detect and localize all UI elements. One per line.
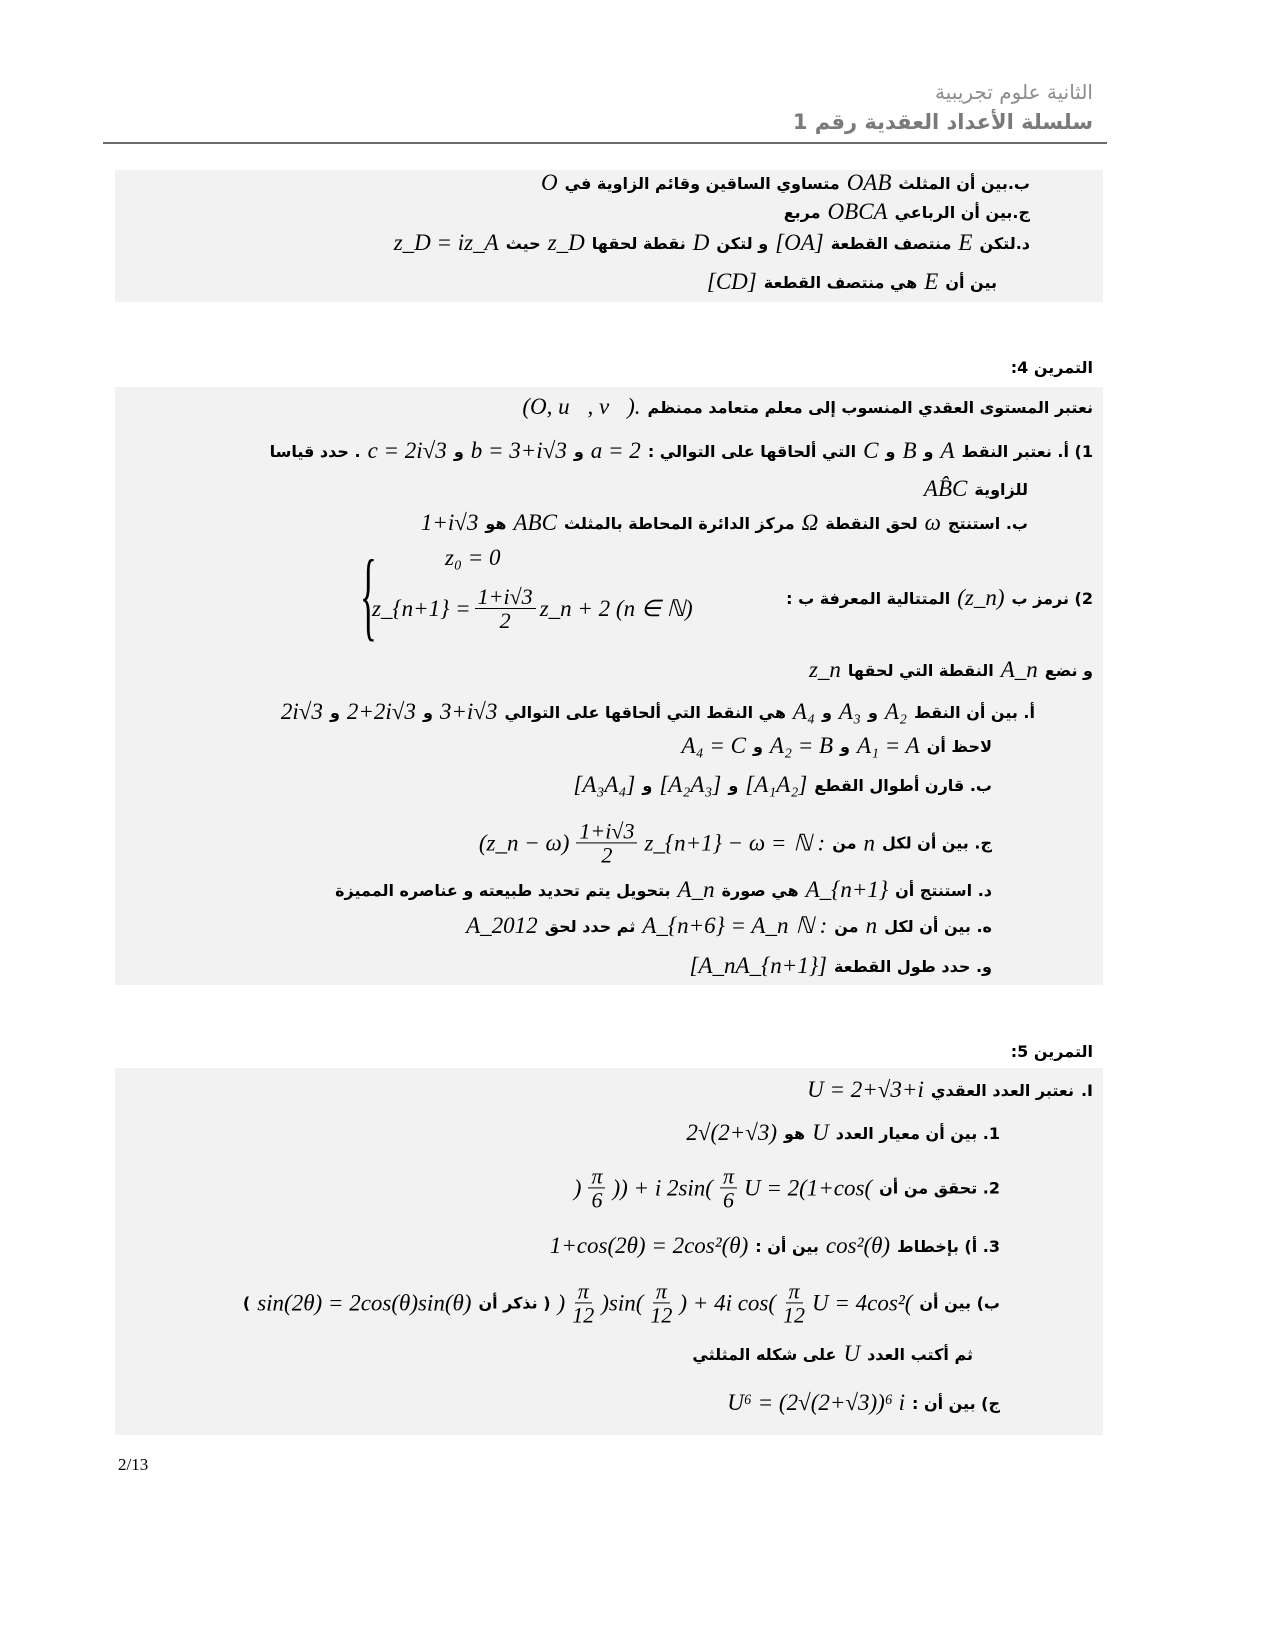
math-expression: [A₂A₃] — [659, 772, 722, 797]
math-expression: (z_n − ω) — [478, 830, 570, 855]
math-fraction — [720, 1164, 737, 1211]
system-eq2-right: z_n + 2 (n ∈ ℕ) — [539, 595, 693, 621]
math-expression: C — [863, 438, 879, 463]
arabic-text: I. — [1080, 1080, 1093, 1100]
fraction-denominator: 6 — [591, 1187, 603, 1213]
arabic-text: بتحويل يتم تحديد طبيعته و عناصره المميزة — [335, 880, 671, 900]
arabic-text: و — [840, 736, 850, 756]
math-expression: Ω — [801, 510, 819, 535]
header-series-title: سلسلة الأعداد العقدية رقم 1 — [792, 110, 1093, 134]
arabic-text: مربع — [783, 202, 821, 222]
arabic-text: أ. بين أن النقط — [913, 702, 1035, 722]
exercise4-line — [281, 699, 1035, 725]
arabic-text: من — [832, 833, 857, 853]
system-fraction — [475, 585, 536, 632]
math-expression: )) + i 2sin( — [612, 1175, 713, 1200]
exercise3-line — [394, 230, 1030, 256]
math-expression: OBCA — [827, 199, 888, 224]
arabic-text: د.لتكن — [979, 233, 1030, 253]
arabic-text: النقطة التي لحقها — [847, 660, 994, 680]
math-expression: (O, u⃗, v⃗). — [522, 394, 641, 419]
arabic-text: 2. تحقق من أن — [879, 1178, 1000, 1198]
math-expression: 2√(2+√3) — [686, 1120, 777, 1145]
exercise4-line — [270, 438, 1093, 464]
exercise4-line — [690, 953, 992, 979]
math-expression: ) — [573, 1175, 582, 1200]
fraction-denominator: 2 — [601, 842, 613, 868]
math-expression: ω — [924, 510, 941, 535]
math-expression: cos²(θ) — [825, 1233, 891, 1258]
math-expression: A_{n+1} — [805, 877, 889, 902]
arabic-text: ج) بين أن : — [911, 1393, 1000, 1413]
math-expression: A₃ — [838, 699, 861, 724]
math-fraction — [650, 1279, 672, 1326]
math-expression: sin(2θ) = 2cos(θ)sin(θ) — [257, 1290, 472, 1315]
arabic-text: على شكله المثلثي — [692, 1344, 837, 1364]
exercise4-line — [703, 585, 1093, 611]
arabic-text: و — [728, 775, 739, 795]
arabic-text: ج.بين أن الرباعي — [894, 202, 1030, 222]
math-fraction — [588, 1164, 605, 1211]
math-expression: b = 3+i√3 — [470, 438, 567, 463]
exercise5-line — [692, 1341, 973, 1367]
arabic-text: و نضع — [1044, 660, 1093, 680]
math-expression: a = 2 — [590, 438, 641, 463]
exercise4-line — [573, 772, 992, 798]
math-expression: A_{n+6} = A_n — [642, 913, 789, 938]
math-expression: OAB — [846, 170, 892, 195]
fraction-denominator: 12 — [572, 1302, 595, 1328]
exercise4-line — [809, 657, 1093, 683]
math-expression: 1+i√3 — [420, 510, 479, 535]
math-expression: E — [958, 230, 973, 255]
brace-symbol: { — [360, 539, 377, 650]
exercise5-line — [807, 1077, 1093, 1103]
arabic-text: نعتبر العدد العقدي — [930, 1080, 1074, 1100]
arabic-text: ج. بين أن لكل — [882, 833, 992, 853]
exercise5-line — [727, 1390, 1000, 1416]
math-expression: U = 2(1+cos( — [744, 1175, 873, 1200]
math-expression: O — [541, 170, 558, 195]
arabic-text: متساوي الساقين وقائم الزاوية في — [564, 173, 840, 193]
arabic-text: للزاوية — [974, 479, 1028, 499]
exercise5-line — [243, 1279, 1000, 1326]
arabic-text: هو — [485, 513, 507, 533]
math-expression: c = 2i√3 — [367, 438, 447, 463]
arabic-text: ) — [242, 1293, 251, 1313]
math-expression: A₄ = C — [681, 733, 746, 758]
math-expression: AB̂C — [923, 476, 968, 501]
exercise4-line — [682, 733, 992, 759]
arabic-text: و — [573, 441, 584, 461]
arabic-text: ه. بين أن لكل — [884, 916, 992, 936]
math-expression: A₂ = B — [769, 733, 834, 758]
arabic-text: و — [329, 702, 340, 722]
arabic-text: بين أن — [945, 272, 997, 292]
arabic-text: د. استنتج أن — [895, 880, 992, 900]
system-eq2-left: z_{n+1} = — [372, 595, 471, 621]
math-expression: ℕ : — [795, 913, 828, 938]
math-expression: [A_nA_{n+1}] — [689, 953, 827, 978]
math-fraction — [572, 1279, 594, 1326]
math-expression: A₁ = A — [857, 733, 920, 758]
fraction-denominator: 6 — [722, 1187, 734, 1213]
exercise5-line — [686, 1120, 1000, 1146]
arabic-text: ثم حدد لحق — [544, 916, 636, 936]
fraction-numerator: π — [720, 1164, 737, 1188]
math-expression: E — [924, 269, 939, 294]
fraction-numerator: π — [588, 1164, 605, 1188]
math-expression: 1+cos(2θ) = 2cos²(θ) — [549, 1233, 749, 1258]
header-rule — [103, 142, 1107, 144]
arabic-text: حيث — [505, 233, 541, 253]
math-expression: ) + 4i cos( — [679, 1290, 777, 1315]
arabic-text: و لتكن — [716, 233, 769, 253]
arabic-text: و — [923, 441, 934, 461]
arabic-text: . حدد قياسا — [269, 441, 361, 461]
math-expression: z_D = iz_A — [393, 230, 499, 255]
arabic-text: مركز الدائرة المحاطة بالمثلث — [563, 513, 795, 533]
exercise3-line — [784, 199, 1030, 225]
math-expression: n — [865, 913, 878, 938]
arabic-text: هو — [784, 1123, 806, 1143]
math-expression: D — [692, 230, 710, 255]
arabic-text: ب. استنتج — [947, 513, 1028, 533]
math-expression: ℕ : — [793, 830, 826, 855]
math-expression: U = 2+√3+i — [807, 1077, 924, 1102]
math-expression: [A₁A₂] — [745, 772, 808, 797]
arabic-text: و — [422, 702, 433, 722]
math-expression: U — [812, 1120, 829, 1145]
math-expression: U — [843, 1341, 861, 1366]
arabic-text: 2) نرمز ب — [1011, 588, 1093, 608]
arabic-text: و — [752, 736, 763, 756]
arabic-text: التي ألحاقها على التوالي : — [647, 441, 857, 461]
math-expression: [OA] — [775, 230, 824, 255]
math-expression: ) — [557, 1290, 566, 1315]
math-expression: A_n — [677, 877, 715, 902]
sequence-definition-system — [360, 539, 693, 653]
exercise4-line — [466, 913, 992, 939]
math-fraction — [783, 1279, 805, 1326]
arabic-text: 1. بين أن معيار العدد — [835, 1123, 1000, 1143]
arabic-text: ب) بين أن — [919, 1293, 1000, 1313]
math-fraction — [576, 819, 637, 866]
header-level: الثانية علوم تجريبية — [935, 80, 1093, 104]
fraction-denominator: 2 — [499, 608, 511, 634]
math-expression: z_n — [808, 657, 841, 682]
math-expression: ABC — [513, 510, 557, 535]
math-expression: A — [940, 438, 955, 463]
arabic-text: لحق النقطة — [825, 513, 918, 533]
math-expression: A₄ — [792, 699, 815, 724]
system-eq1: z₀ = 0 — [445, 545, 501, 570]
fraction-numerator: 1+i√3 — [576, 819, 637, 843]
arabic-text: ( نذكر أن — [478, 1293, 551, 1313]
exercise4-line — [522, 394, 1093, 420]
arabic-text: المتتالية المعرفة ب : — [786, 588, 951, 608]
math-expression: n — [863, 830, 875, 855]
arabic-text: و — [821, 702, 832, 722]
arabic-text: ب.بين أن المثلث — [898, 173, 1030, 193]
arabic-text: من — [834, 916, 859, 936]
arabic-text: 1) أ. نعتبر النقط — [961, 441, 1093, 461]
math-expression: 2i√3 — [280, 699, 323, 724]
math-expression: z_{n+1} − ω = — [644, 830, 787, 855]
arabic-text: هي النقط التي ألحاقها على التوالي — [504, 702, 786, 722]
arabic-text: ثم أكتب العدد — [867, 1344, 973, 1364]
arabic-text: و. حدد طول القطعة — [833, 956, 992, 976]
math-expression: 2+2i√3 — [346, 699, 416, 724]
exercise4-line — [479, 819, 992, 866]
arabic-text: و — [642, 775, 653, 795]
math-expression: (z_n) — [957, 585, 1005, 610]
math-expression: )sin( — [601, 1290, 644, 1315]
exercise4-line — [421, 510, 1028, 536]
arabic-text: نقطة لحقها — [591, 233, 686, 253]
exercise3-line — [707, 269, 997, 295]
math-expression: U = 4cos²( — [812, 1290, 913, 1315]
fraction-numerator: π — [575, 1279, 592, 1303]
arabic-text: هي منتصف القطعة — [763, 272, 918, 292]
arabic-text: 3. أ) بإخطاط — [897, 1236, 1000, 1256]
fraction-denominator: 12 — [783, 1302, 806, 1328]
math-expression: B — [902, 438, 917, 463]
fraction-numerator: π — [786, 1279, 803, 1303]
math-expression: A_2012 — [466, 913, 538, 938]
fraction-numerator: 1+i√3 — [475, 585, 536, 609]
math-expression: z_D — [547, 230, 585, 255]
exercise4-line — [924, 476, 1028, 502]
arabic-text: هي صورة — [721, 880, 799, 900]
page-number: 2/13 — [118, 1455, 149, 1474]
arabic-text: و — [867, 702, 878, 722]
exercise5-title: التمرين 5: — [1010, 1042, 1093, 1061]
exercise3-line — [541, 170, 1030, 196]
arabic-text: ب. قارن أطوال القطع — [814, 775, 992, 795]
exercise4-line — [335, 877, 992, 903]
exercise4-title: التمرين 4: — [1010, 358, 1093, 377]
arabic-text: منتصف القطعة — [830, 233, 952, 253]
arabic-text: نعتبر المستوى العقدي المنسوب إلى معلم متعامد ممنظم — [647, 397, 1093, 417]
math-expression: [CD] — [706, 269, 757, 294]
exercise5-line — [550, 1233, 1000, 1259]
math-expression: U⁶ = (2√(2+√3))⁶ i — [727, 1390, 905, 1415]
math-expression: 3+i√3 — [439, 699, 498, 724]
arabic-text: بين أن : — [755, 1236, 819, 1256]
arabic-text: و — [453, 441, 464, 461]
arabic-text: لاحظ أن — [926, 736, 992, 756]
math-expression: [A₃A₄] — [573, 772, 636, 797]
math-expression: A₂ — [884, 699, 907, 724]
exercise5-line — [574, 1164, 1000, 1211]
fraction-denominator: 12 — [650, 1302, 673, 1328]
arabic-text: و — [885, 441, 896, 461]
fraction-numerator: π — [653, 1279, 670, 1303]
math-expression: A_n — [1000, 657, 1038, 682]
